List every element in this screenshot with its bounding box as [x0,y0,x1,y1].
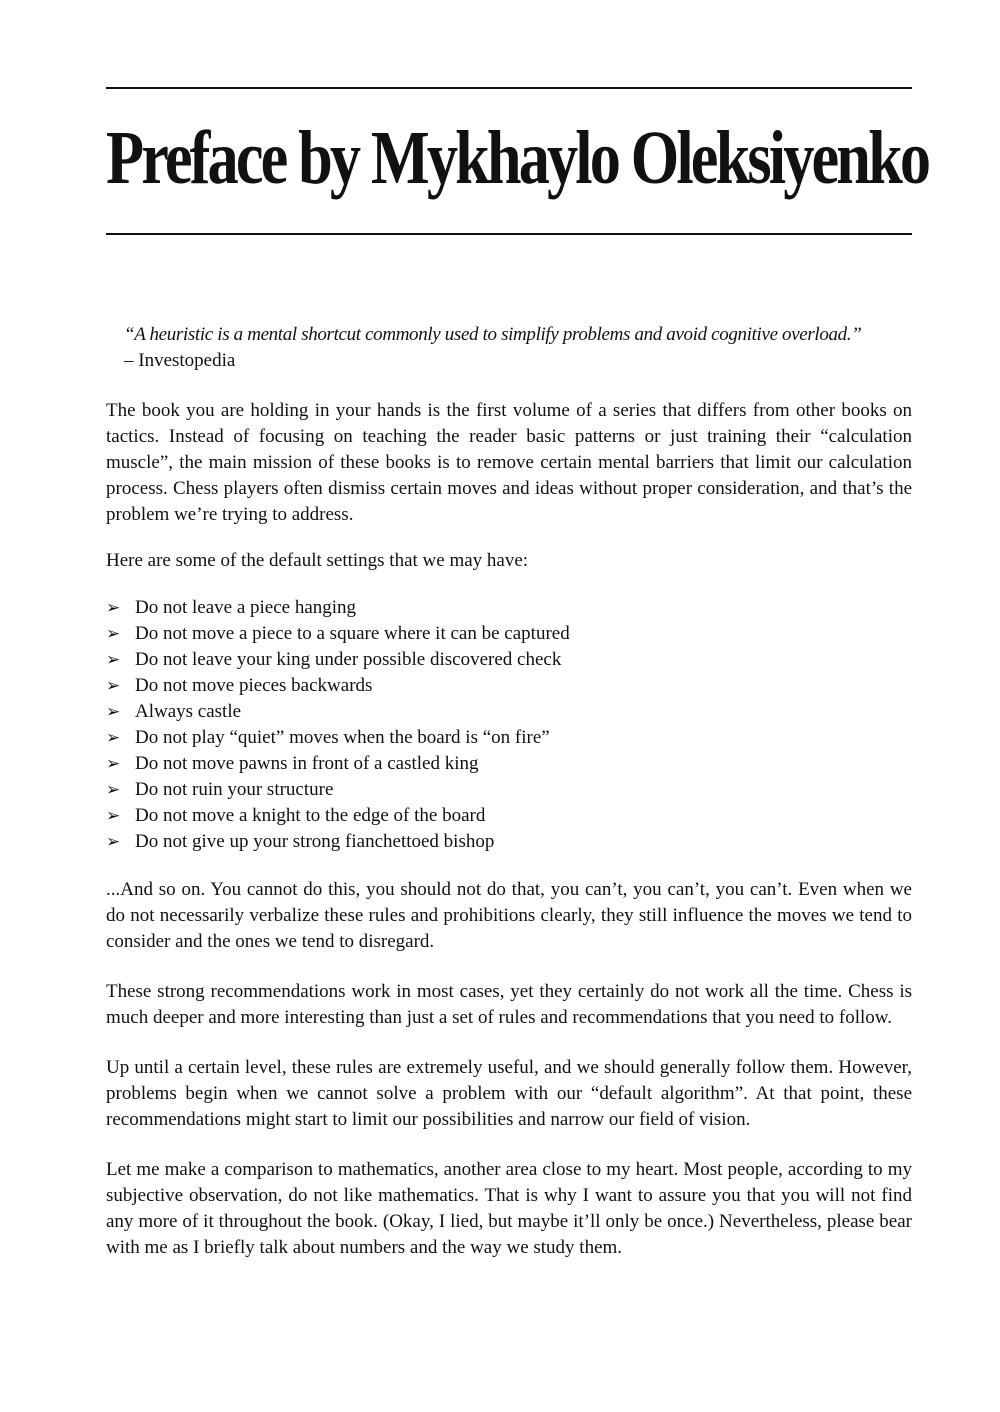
list-item-text: Do not move pawns in front of a castled king [135,753,479,774]
list-item [106,751,912,777]
paragraph: Let me make a comparison to mathematics, another area close to my heart. Most people, according to my subjective observation, do not like mathematics. That is why I want to assure you that you will not find any more of it throughout the book. (Okay, I lied, but maybe it’ll only be once.) Nevertheless, please bear with me as I briefly talk about numbers and the way we study them. [106,1159,912,1258]
arrowhead-bullet-icon: ➢ [106,598,121,618]
list-item-text: Do not leave your king under possible discovered check [135,649,562,670]
list-item [106,699,912,725]
paragraph: These strong recommendations work in most cases, yet they certainly do not work all the time. Chess is much deeper and more interesting than just a set of rules and recommendations that you need to follow. [106,981,912,1028]
list-item-text: Do not ruin your structure [135,779,334,800]
epigraph-source: – Investopedia [124,350,236,371]
epigraph-quote: “A heuristic is a mental shortcut commonly used to simplify problems and avoid cognitive overload.” [124,324,862,345]
default-settings-list [106,595,912,855]
arrowhead-bullet-icon: ➢ [106,624,121,644]
list-item-text: Do not move a knight to the edge of the board [135,805,486,826]
list-item [106,803,912,829]
arrowhead-bullet-icon: ➢ [106,702,121,722]
list-item [106,647,912,673]
bottom-rule [106,233,912,235]
list-item-text: Do not play “quiet” moves when the board is “on fire” [135,727,550,748]
arrowhead-bullet-icon: ➢ [106,806,121,826]
list-item [106,621,912,647]
body-text [106,398,912,1261]
arrowhead-bullet-icon: ➢ [106,650,121,670]
epigraph [124,322,914,374]
arrowhead-bullet-icon: ➢ [106,832,121,852]
list-item-text: Always castle [135,701,242,722]
list-item-text: Do not move pieces backwards [135,675,373,696]
arrowhead-bullet-icon: ➢ [106,676,121,696]
list-item [106,829,912,855]
paragraph: Up until a certain level, these rules are extremely useful, and we should generally follow them. However, problems begin when we cannot solve a problem with our “default algorithm”. At that point, these recommendations might start to limit our possibilities and narrow our field of vision. [106,1057,912,1130]
list-item [106,595,912,621]
list-item [106,777,912,803]
list-item [106,673,912,699]
arrowhead-bullet-icon: ➢ [106,728,121,748]
arrowhead-bullet-icon: ➢ [106,780,121,800]
arrowhead-bullet-icon: ➢ [106,754,121,774]
top-rule [106,87,912,89]
list-item-text: Do not move a piece to a square where it can be captured [135,623,570,644]
list-item-text: Do not give up your strong fianchettoed bishop [135,831,495,852]
page-title: Preface by Mykhaylo Oleksiyenko [106,116,929,200]
paragraph: The book you are holding in your hands is the first volume of a series that differs from other books on tactics. Instead of focusing on teaching the reader basic patterns or just training their “calculation muscle”, the main mission of these books is to remove certain mental barriers that limit our calculation process. Chess players often dismiss certain moves and ideas without proper consideration, and that’s the problem we’re trying to address. [106,400,912,525]
paragraph: ...And so on. You cannot do this, you should not do that, you can’t, you can’t, you can’t. Even when we do not necessarily verbalize these rules and prohibitions clearly, they still influence the moves we tend to consider and the ones we tend to disregard. [106,879,912,952]
paragraph: Here are some of the default settings that we may have: [106,550,529,571]
list-item [106,725,912,751]
list-item-text: Do not leave a piece hanging [135,597,357,618]
